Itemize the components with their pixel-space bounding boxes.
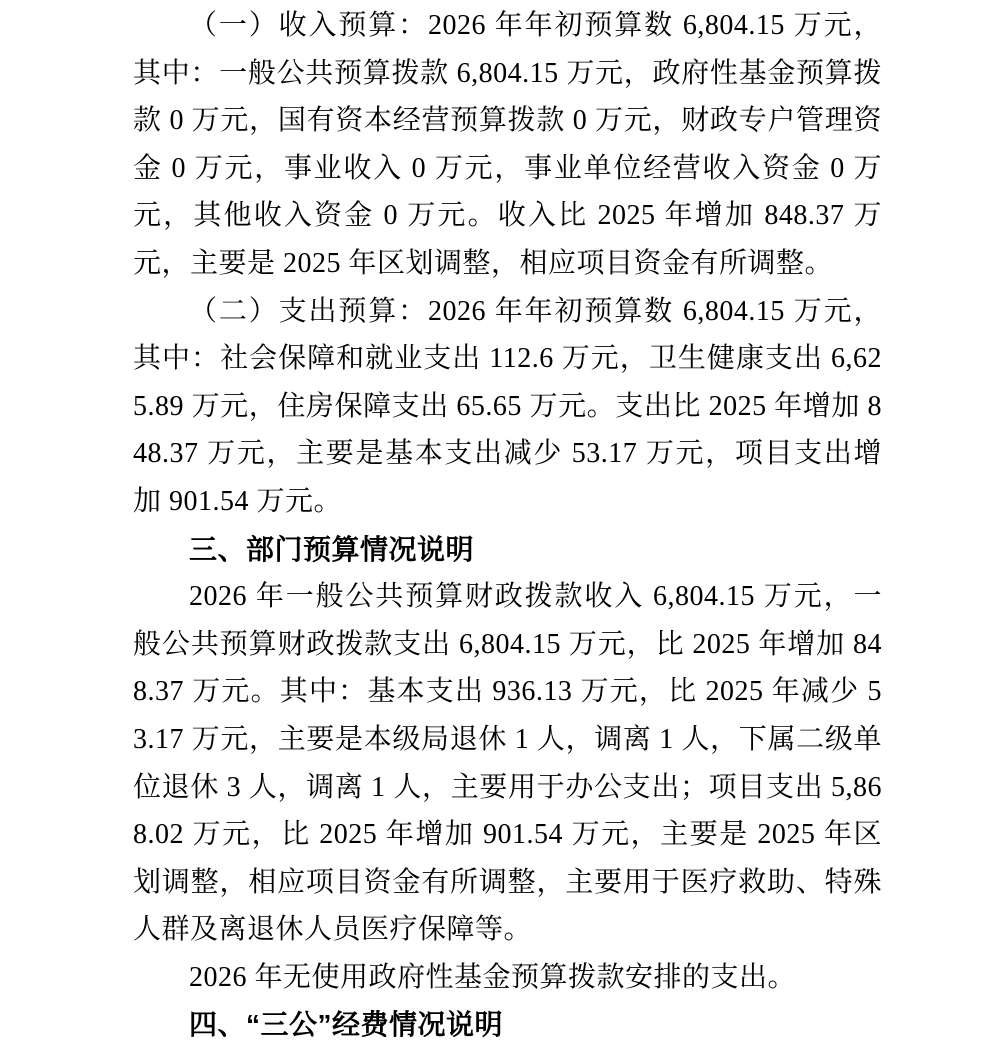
expenditure-budget-paragraph: （二）支出预算：2026 年年初预算数 6,804.15 万元，其中：社会保障和就业支出 112.6 万元，卫生健康支出 6,625.89 万元，住房保障支出 65.65 万元。支出比 2025 年增加 848.37 万元，主要是基本支出减少 53.17 万元，项目支出增加 901.54 万元。 xyxy=(133,295,882,517)
section-heading-department-budget: 三、部门预算情况说明 xyxy=(189,533,475,565)
budget-explanation-paragraph: 2026 年一般公共预算财政拨款收入 6,804.15 万元，一般公共预算财政拨款支出 6,804.15 万元，比 2025 年增加 848.37 万元。其中：基本支出 936.13 万元，比 2025 年减少 53.17 万元，主要是本级局退休 1 人，调离 1 人，下属二级单位退休 3 人，调离 1 人，主要用于办公支出；项目支出 5,868.02 万元，比 2025 年增加 901.54 万元，主要是 2025 年区划调整，相应项目资金有所调整，主要用于医疗救助、特殊人群及离退休人员医疗保障等。 xyxy=(133,581,882,946)
income-budget-paragraph: （一）收入预算：2026 年年初预算数 6,804.15 万元，其中：一般公共预算拨款 6,804.15 万元，政府性基金预算拨款 0 万元，国有资本经营预算拨款 0 万元，财政专户管理资金 0 万元，事业收入 0 万元，事业单位经营收入资金 0 万元，其他收入资金 0 万元。收入比 2025 年增加 848.37 万元，主要是 2025 年区划调整，相应项目资金有所调整。 xyxy=(133,10,882,279)
section-heading-three-public-expenses: 四、“三公”经费情况说明 xyxy=(189,1009,504,1041)
government-fund-paragraph: 2026 年无使用政府性基金预算拨款安排的支出。 xyxy=(189,961,797,993)
